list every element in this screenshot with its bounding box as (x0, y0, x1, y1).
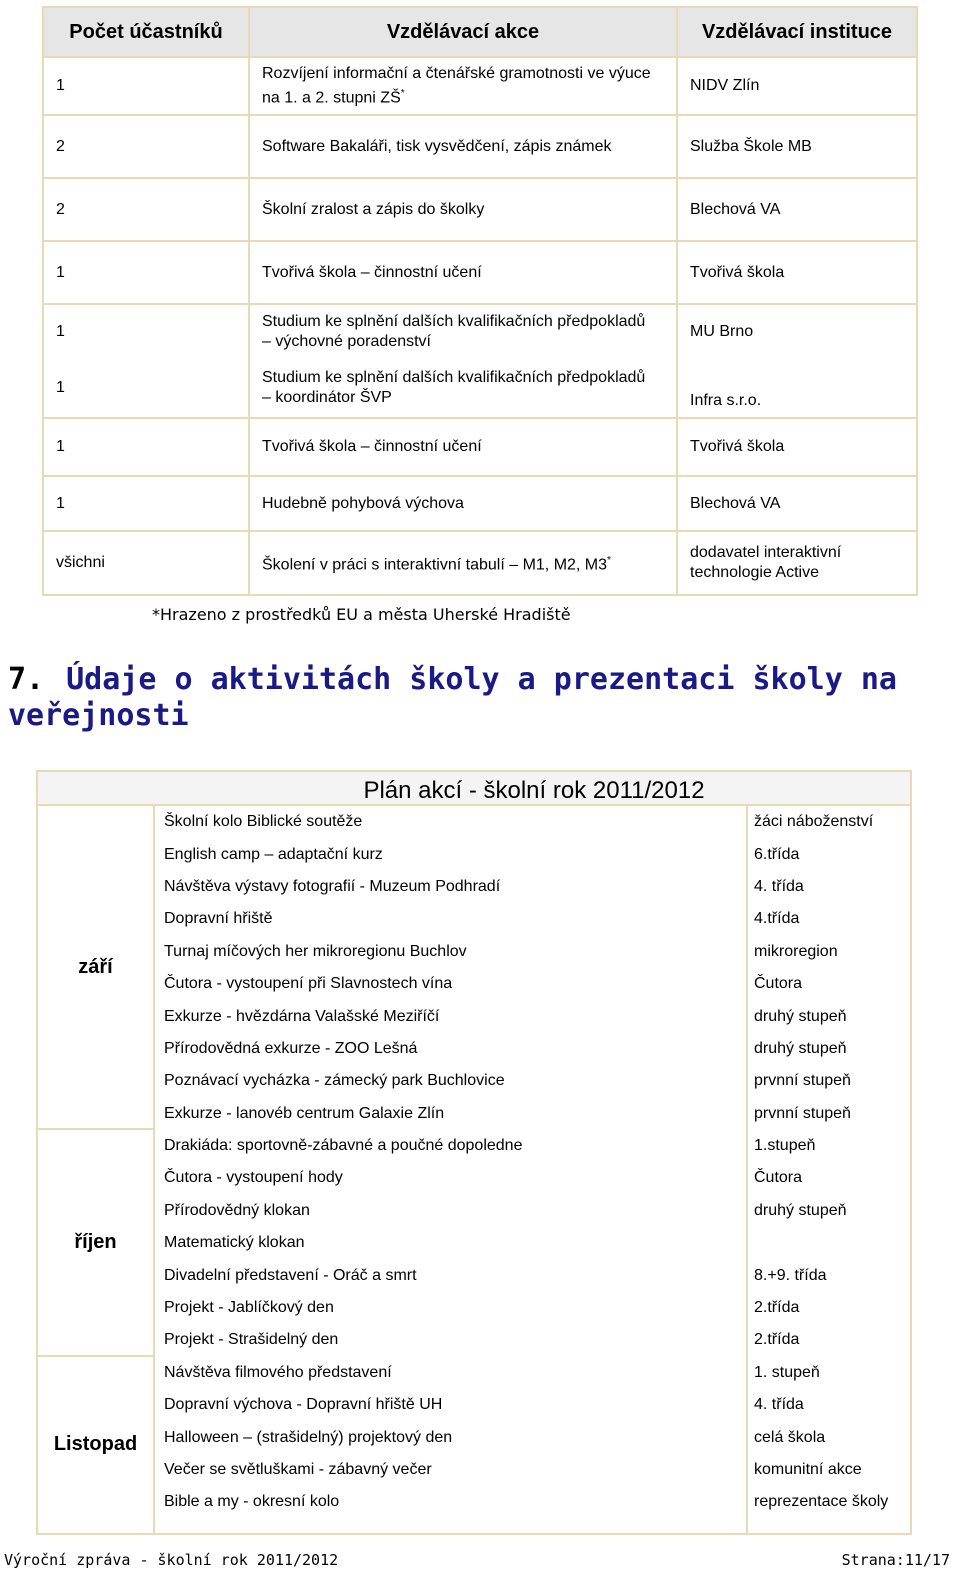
count-cell (43, 304, 249, 418)
participant-item: 6.třída (754, 845, 800, 863)
institution-cell: Tvořivá škola (677, 418, 917, 476)
participant-item: 4. třída (754, 877, 804, 895)
training-table (42, 6, 918, 596)
header-count: Počet účastníků (43, 7, 249, 57)
table-header-row (43, 7, 917, 57)
activity-item: Poznávací vycházka - zámecký park Buchlovice (164, 1072, 505, 1090)
table-row (43, 531, 917, 595)
table-row-double (43, 304, 917, 418)
activity-item: Halloween – (strašidelný) projektový den (164, 1428, 453, 1446)
activity-item: Školní kolo Biblické soutěže (164, 813, 363, 831)
participant-item (748, 1227, 910, 1259)
action-value: Studium ke splnění dalších kvalifikačních předpokladů – výchovné poradenství (262, 313, 646, 350)
activity-item: Turnaj míčových her mikroregionu Buchlov (164, 942, 467, 960)
institution-cell: Blechová VA (677, 476, 917, 531)
action-value: Studium ke splnění dalších kvalifikačních předpokladů – koordinátor ŠVP (262, 369, 646, 406)
header-institution: Vzdělávací instituce (677, 7, 917, 57)
count-cell: 2 (43, 115, 249, 178)
activity-item: Čutora - vystoupení hody (164, 1169, 343, 1187)
table-row (43, 57, 917, 115)
table-row (43, 241, 917, 304)
institution-cell: NIDV Zlín (677, 57, 917, 115)
header-action: Vzdělávací akce (249, 7, 677, 57)
activity-item: Exkurze - lanovéb centrum Galaxie Zlín (164, 1104, 445, 1122)
month-column (38, 806, 155, 1533)
footer-left: Výroční zpráva - školní rok 2011/2012 (4, 1551, 339, 1569)
institution-cell: Služba Škole MB (677, 115, 917, 178)
activity-item: Čutora - vystoupení při Slavnostech vína (164, 975, 453, 993)
participant-item: druhý stupeň (754, 1039, 847, 1057)
activity-item: Matematický klokan (164, 1234, 305, 1252)
section-heading (8, 662, 908, 734)
activity-item: Exkurze - hvězdárna Valašské Meziříčí (164, 1007, 440, 1025)
institution-cell: Blechová VA (677, 178, 917, 241)
count-cell: všichni (43, 531, 249, 595)
participant-item: Čutora (754, 975, 803, 993)
participant-item: prvnní stupeň (754, 1104, 851, 1122)
count-value: 1 (56, 323, 65, 340)
action-cell: Hudebně pohybová výchova (249, 476, 677, 531)
participant-item: 1.stupeň (754, 1137, 816, 1155)
count-cell: 1 (43, 476, 249, 531)
action-cell: Tvořivá škola – činnostní učení (249, 241, 677, 304)
table-row (43, 476, 917, 531)
participant-item: 8.+9. třída (754, 1266, 827, 1284)
participant-item: 1. stupeň (754, 1363, 820, 1381)
action-cell: Software Bakaláři, tisk vysvědčení, zápis známek (249, 115, 677, 178)
action-cell (249, 304, 677, 418)
activity-item: Projekt - Strašidelný den (164, 1331, 339, 1349)
count-cell: 2 (43, 178, 249, 241)
activity-item: Dopravní hřiště (164, 910, 273, 928)
participant-item: druhý stupeň (754, 1201, 847, 1219)
action-cell: Školní zralost a zápis do školky (249, 178, 677, 241)
participant-item: mikroregion (754, 942, 838, 960)
participant-item: 2.třída (754, 1331, 800, 1349)
month-cell: Listopad (53, 1433, 138, 1456)
section-title: Údaje o aktivitách školy a prezentaci školy na veřejnosti (8, 662, 897, 733)
activity-item: Večer se světluškami - zábavný večer (164, 1461, 432, 1478)
participant-item: žáci náboženství (754, 813, 874, 831)
participant-item: Čutora (754, 1169, 803, 1187)
participant-item: 4.třída (754, 910, 800, 928)
participants-column (748, 806, 910, 1533)
activity-item: English camp – adaptační kurz (164, 845, 383, 863)
activity-item: Dopravní výchova - Dopravní hřiště UH (164, 1396, 443, 1414)
institution-value: Infra s.r.o. (690, 392, 762, 409)
institution-cell (677, 304, 917, 418)
activity-item: Návštěva filmového představení (164, 1363, 392, 1381)
events-plan-table (36, 770, 912, 1535)
count-cell: 1 (43, 241, 249, 304)
institution-cell: dodavatel interaktivní technologie Active (677, 531, 917, 595)
funding-note: *Hrazeno z prostředků EU a města Uherské Hradiště (152, 605, 571, 624)
footer-page: Strana:11/17 (841, 1551, 950, 1569)
participant-item: 4. třída (754, 1396, 804, 1414)
participant-item: komunitní akce (754, 1461, 862, 1478)
action-cell: Rozvíjení informační a čtenářské gramotnosti ve výuce na 1. a 2. stupni ZŠ* (249, 57, 677, 115)
action-cell: Školení v práci s interaktivní tabulí – M1, M2, M3* (249, 531, 677, 595)
activity-column (155, 806, 748, 1533)
table-row (43, 418, 917, 476)
participant-item: celá škola (754, 1428, 826, 1446)
activity-item: Drakiáda: sportovně-zábavné a poučné dopoledne (164, 1137, 523, 1155)
participant-item: 2.třída (754, 1299, 800, 1317)
activity-item: Divadelní představení - Oráč a smrt (164, 1266, 417, 1284)
activity-item: Návštěva výstavy fotografií - Muzeum Podhradí (164, 877, 501, 895)
action-cell: Tvořivá škola – činnostní učení (249, 418, 677, 476)
activity-item: Přírodovědná exkurze - ZOO Lešná (164, 1039, 418, 1057)
activity-item: Bible a my - okresní kolo (164, 1493, 340, 1511)
count-cell: 1 (43, 57, 249, 115)
institution-cell: Tvořivá škola (677, 241, 917, 304)
activity-item: Projekt - Jablíčkový den (164, 1299, 334, 1317)
activity-item: Přírodovědný klokan (164, 1201, 310, 1219)
count-cell: 1 (43, 418, 249, 476)
table-row (43, 115, 917, 178)
participant-item: reprezentace školy (754, 1493, 889, 1511)
institution-value: MU Brno (690, 323, 754, 340)
plan-title: Plán akcí - školní rok 2011/2012 (38, 772, 910, 806)
participant-item: druhý stupeň (754, 1007, 847, 1025)
count-value: 1 (56, 379, 65, 396)
participant-item: prvnní stupeň (754, 1072, 851, 1090)
month-cell: říjen (38, 1130, 153, 1357)
table-row (43, 178, 917, 241)
month-cell: září (38, 806, 153, 1130)
section-number: 7. (8, 662, 45, 697)
